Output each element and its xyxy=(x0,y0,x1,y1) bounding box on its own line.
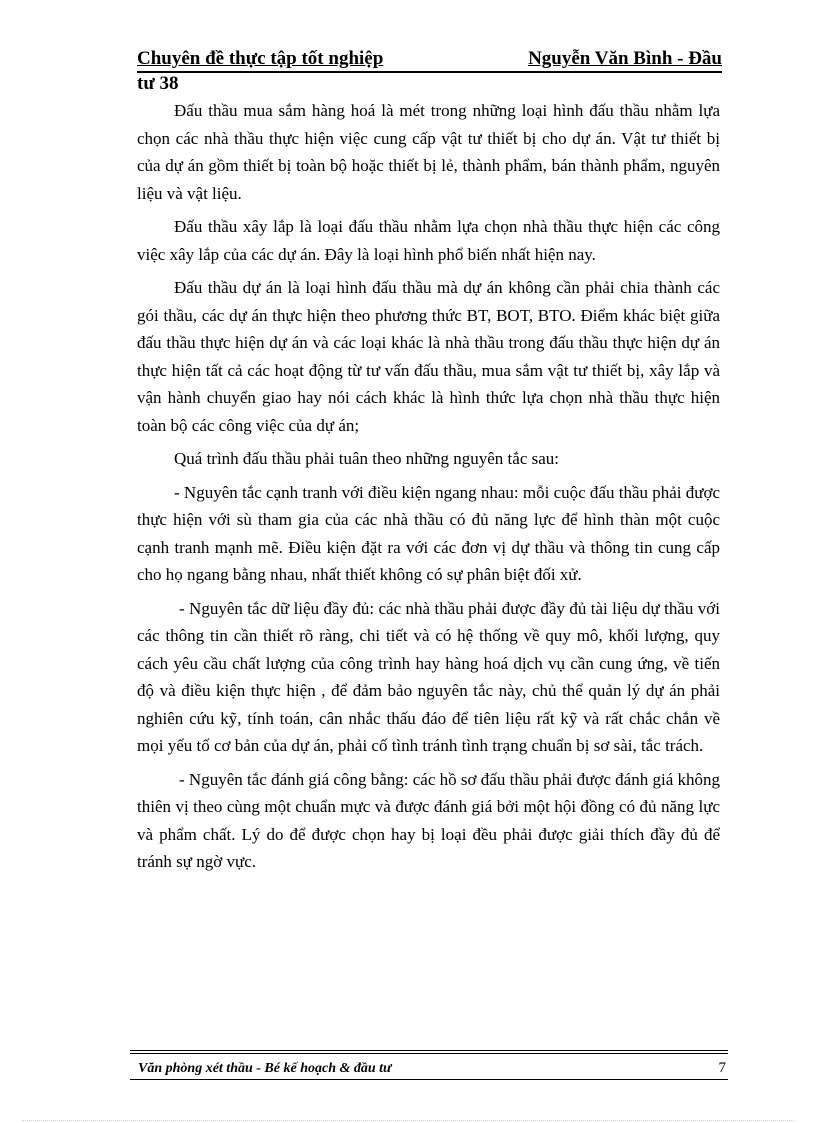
footer-double-rule xyxy=(130,1050,728,1054)
page-header xyxy=(137,48,722,95)
header-line xyxy=(137,48,722,73)
paragraph-principles-intro: Quá trình đấu thầu phải tuân theo những nguyên tắc sau: xyxy=(174,449,560,468)
footer-row xyxy=(130,1060,728,1077)
footer-rule xyxy=(130,1079,728,1080)
header-continuation: tư 38 xyxy=(137,73,179,94)
body-text xyxy=(137,97,720,882)
paragraph-principle-competition: - Nguyên tắc cạnh tranh với điều kiện ngang nhau: mỗi cuộc đấu thầu phải được thực hiện với sù tham gia của các nhà thầu có đủ năng lực để hình thàn một cuộc cạnh tranh mạnh mẽ. Điều kiện đặt ra với các đơn vị dự thầu và thông tin cung cấp cho họ ngang bằng nhau, nhất thiết không có sự phân biệt đối xử. xyxy=(137,482,721,584)
page-number: 7 xyxy=(718,1060,726,1076)
paragraph-project-bidding: Đấu thầu dự án là loại hình đấu thầu mà dự án không cần phải chia thành các gói thầu, các dự án thực hiện theo phương thức BT, BOT, BTO. Điểm khác biệt giữa đấu thầu thực hiện dự án và các loại khác là nhà thầu trong đấu thầu thực hiện dự án thực hiện tất cả các hoạt động từ tư vấn đấu thầu, mua sắm vật tư thiết bị, xây lắp và vận hành chuyển giao hay nói cách khác là hình thức lựa chọn nhà thầu thực hiện toàn bộ các công việc của dự án; xyxy=(137,278,720,435)
header-title: Chuyên đề thực tập tốt nghiệp xyxy=(137,48,384,69)
header-author: Nguyễn Văn Bình - Đầu xyxy=(528,48,722,69)
page-edge-divider xyxy=(22,1120,794,1121)
paragraph-principle-fairness: - Nguyên tắc đánh giá công bằng: các hồ sơ đấu thầu phải được đánh giá không thiên vị theo cùng một chuẩn mực và được đánh giá bởi một hội đồng có đủ năng lực và phẩm chất. Lý do để được chọn hay bị loại đều phải được giải thích đầy đủ để tránh sự ngờ vực. xyxy=(137,769,720,871)
paragraph-principle-data: - Nguyên tắc dữ liệu đầy đủ: các nhà thầu phải được đầy đủ tài liệu dự thầu với các thông tin cần thiết rõ ràng, chi tiết và có hệ thống về quy mô, khối lượng, quy cách yêu cầu chất lượng của công trình hay hàng hoá dịch vụ cần cung ứng, về tiến độ và điều kiện thực hiện , để đảm bảo nguyên tắc này, chủ thể quản lý dự án phải nghiên cứu kỹ, tính toán, cân nhắc thấu đáo để tiên liệu rất kỹ và rất chắc chắn về mọi yếu tố cơ bản của dự án, phải cố tình tránh tình trạng chuẩn bị sơ sài, tắc trách. xyxy=(137,598,720,755)
paragraph-construction-bidding: Đấu thầu xây lắp là loại đấu thầu nhằm lựa chọn nhà thầu thực hiện các công việc xây lắp của các dự án. Đây là loại hình phổ biến nhất hiện nay. xyxy=(137,217,720,264)
paragraph-goods-bidding: Đấu thầu mua sắm hàng hoá là mét trong những loại hình đấu thầu nhằm lựa chọn các nhà thầu thực hiện việc cung cấp vật tư thiết bị cho dự án. Vật tư thiết bị của dự án gồm thiết bị toàn bộ hoặc thiết bị lẻ, thành phẩm, bán thành phẩm, nguyên liệu và vật liệu. xyxy=(137,101,720,203)
page-footer xyxy=(130,1050,728,1080)
footer-office: Văn phòng xét thầu - Bé kế hoạch & đầu tư xyxy=(138,1061,392,1076)
